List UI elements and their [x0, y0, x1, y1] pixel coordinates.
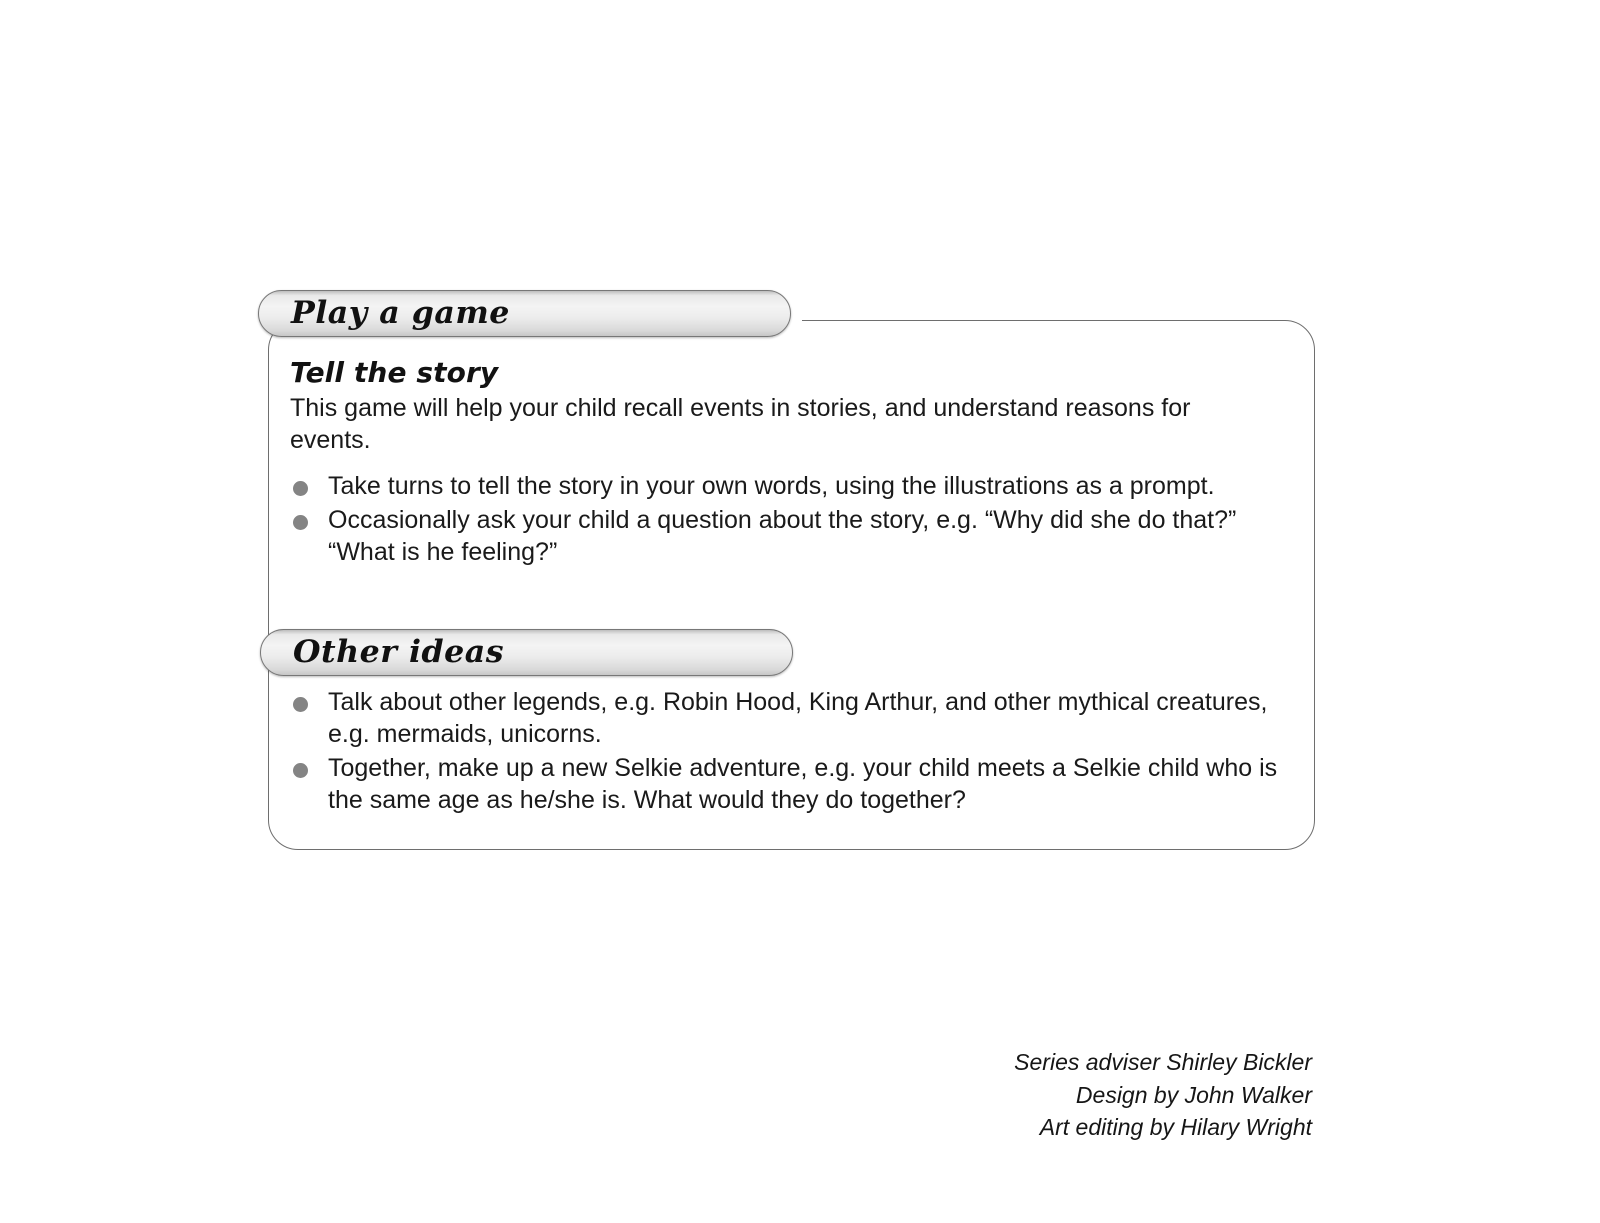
- sub-heading-tell-the-story: Tell the story: [290, 356, 499, 389]
- credit-line-art-editing: Art editing by Hilary Wright: [1039, 1114, 1312, 1141]
- bullet-dot-icon: [293, 697, 308, 712]
- bullet-dot-icon: [293, 481, 308, 496]
- bullet-list-other-ideas: [290, 686, 1280, 816]
- list-item-text: Take turns to tell the story in your own words, using the illustrations as a prompt.: [328, 472, 1215, 500]
- bullet-dot-icon: [293, 515, 308, 530]
- section-header-label: Play a game: [291, 295, 510, 331]
- intro-paragraph: This game will help your child recall events in stories, and understand reasons for events.: [290, 394, 1191, 454]
- section-body-other-ideas: [290, 686, 1280, 818]
- section-header-play-a-game: [258, 290, 791, 337]
- bullet-list-play-a-game: [290, 470, 1280, 568]
- section-header-other-ideas: [260, 629, 793, 676]
- bullet-dot-icon: [293, 763, 308, 778]
- list-item: [290, 752, 1280, 816]
- section-header-label: Other ideas: [293, 634, 505, 670]
- section-body-play-a-game: [290, 356, 1280, 570]
- list-item-text: Talk about other legends, e.g. Robin Hood, King Arthur, and other mythical creatures, e.g. mermaids, unicorns.: [328, 688, 1268, 748]
- list-item-text: Occasionally ask your child a question about the story, e.g. “Why did she do that?” “What is he feeling?”: [328, 506, 1237, 566]
- list-item-text: Together, make up a new Selkie adventure, e.g. your child meets a Selkie child who is the same age as he/she is. What would they do together?: [328, 754, 1278, 814]
- list-item: [290, 686, 1280, 750]
- credits-block: [1014, 1046, 1312, 1144]
- credit-line-series-adviser: Series adviser Shirley Bickler: [1014, 1049, 1312, 1075]
- list-item: [290, 470, 1280, 502]
- credit-line-design: Design by John Walker: [1075, 1081, 1312, 1108]
- list-item: [290, 504, 1280, 568]
